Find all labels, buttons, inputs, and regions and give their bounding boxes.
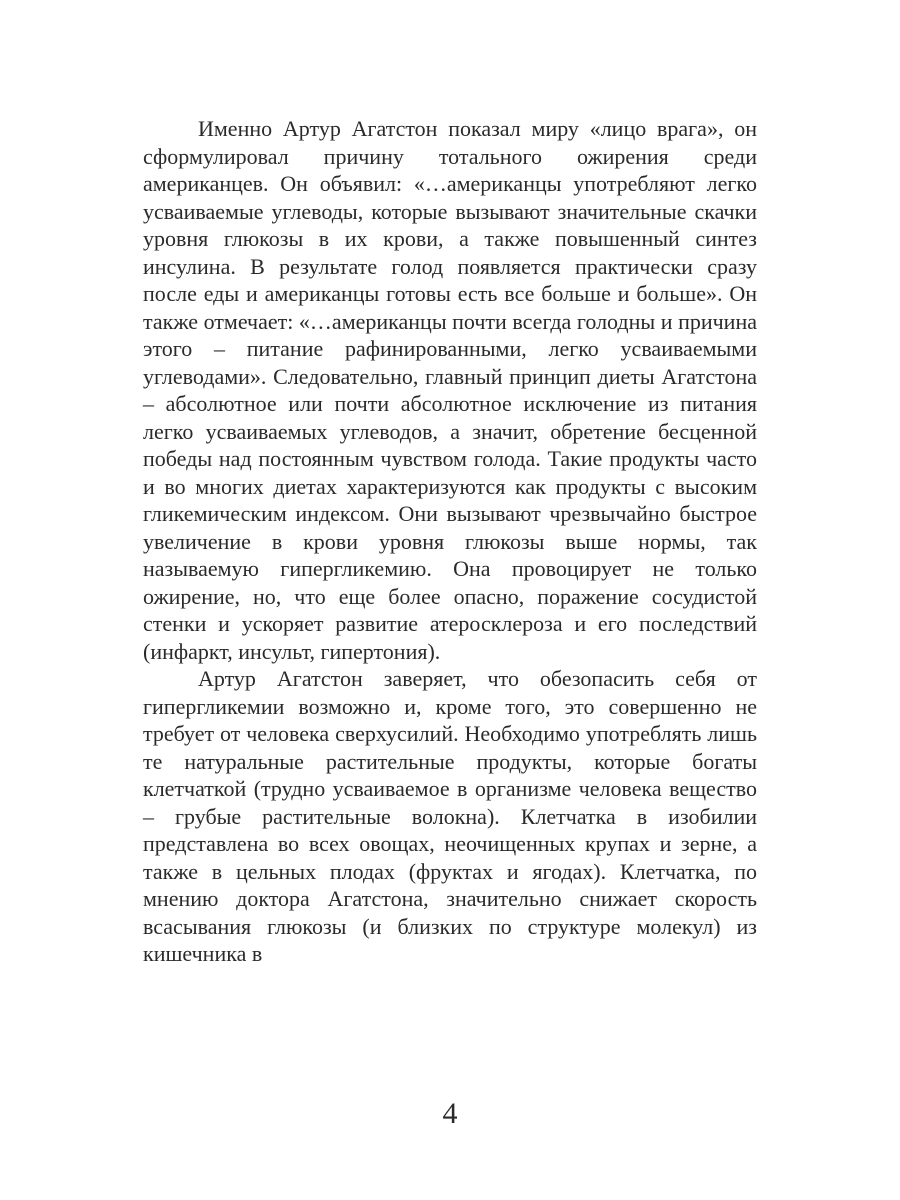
paragraph-2: Артур Агатстон заверяет, что обезопасить себя от гипергликемии возможно и, кроме того, это совершенно не требует от человека сверхусилий. Необходимо употреблять лишь те натуральные растительные продукты, которые богаты клетчаткой (трудно усваиваемое в организме человека вещество – грубые растительные волокна). Клетчатка в изобилии представлена во всех овощах, неочищенных крупах и зерне, а также в цельных плодах (фруктах и ягодах). Клетчатка, по мнению доктора Агатстона, значительно снижает скорость всасывания глюкозы (и близких по структуре молекул) из кишечника в: [143, 666, 757, 966]
paragraph-1: Именно Артур Агатстон показал миру «лицо врага», он сформулировал причину тотального ожирения среди американцев. Он объявил: «…американцы употребляют легко усваиваемые углеводы, которые вызывают значительные скачки уровня глюкозы в их крови, а также повышенный синтез инсулина. В результате голод появляется практически сразу после еды и американцы готовы есть все больше и больше». Он также отмечает: «…американцы почти всегда голодны и причина этого – питание рафинированными, легко усваиваемыми углеводами». Следовательно, главный принцип диеты Агатстона – абсолютное или почти абсолютное исключение из питания легко усваиваемых углеводов, а значит, обретение бесценной победы над постоянным чувством голода. Такие продукты часто и во многих диетах характеризуются как продукты с высоким гликемическим индексом. Они вызывают чрезвычайно быстрое увеличение в крови уровня глюкозы выше нормы, так называемую гипергликемию. Она провоцирует не только ожирение, но, что еще более опасно, поражение сосудистой стенки и ускоряет развитие атеросклероза и его последствий (инфаркт, инсульт, гипертония).: [143, 116, 757, 664]
body-text: [143, 115, 757, 968]
page-number: 4: [442, 1097, 458, 1130]
